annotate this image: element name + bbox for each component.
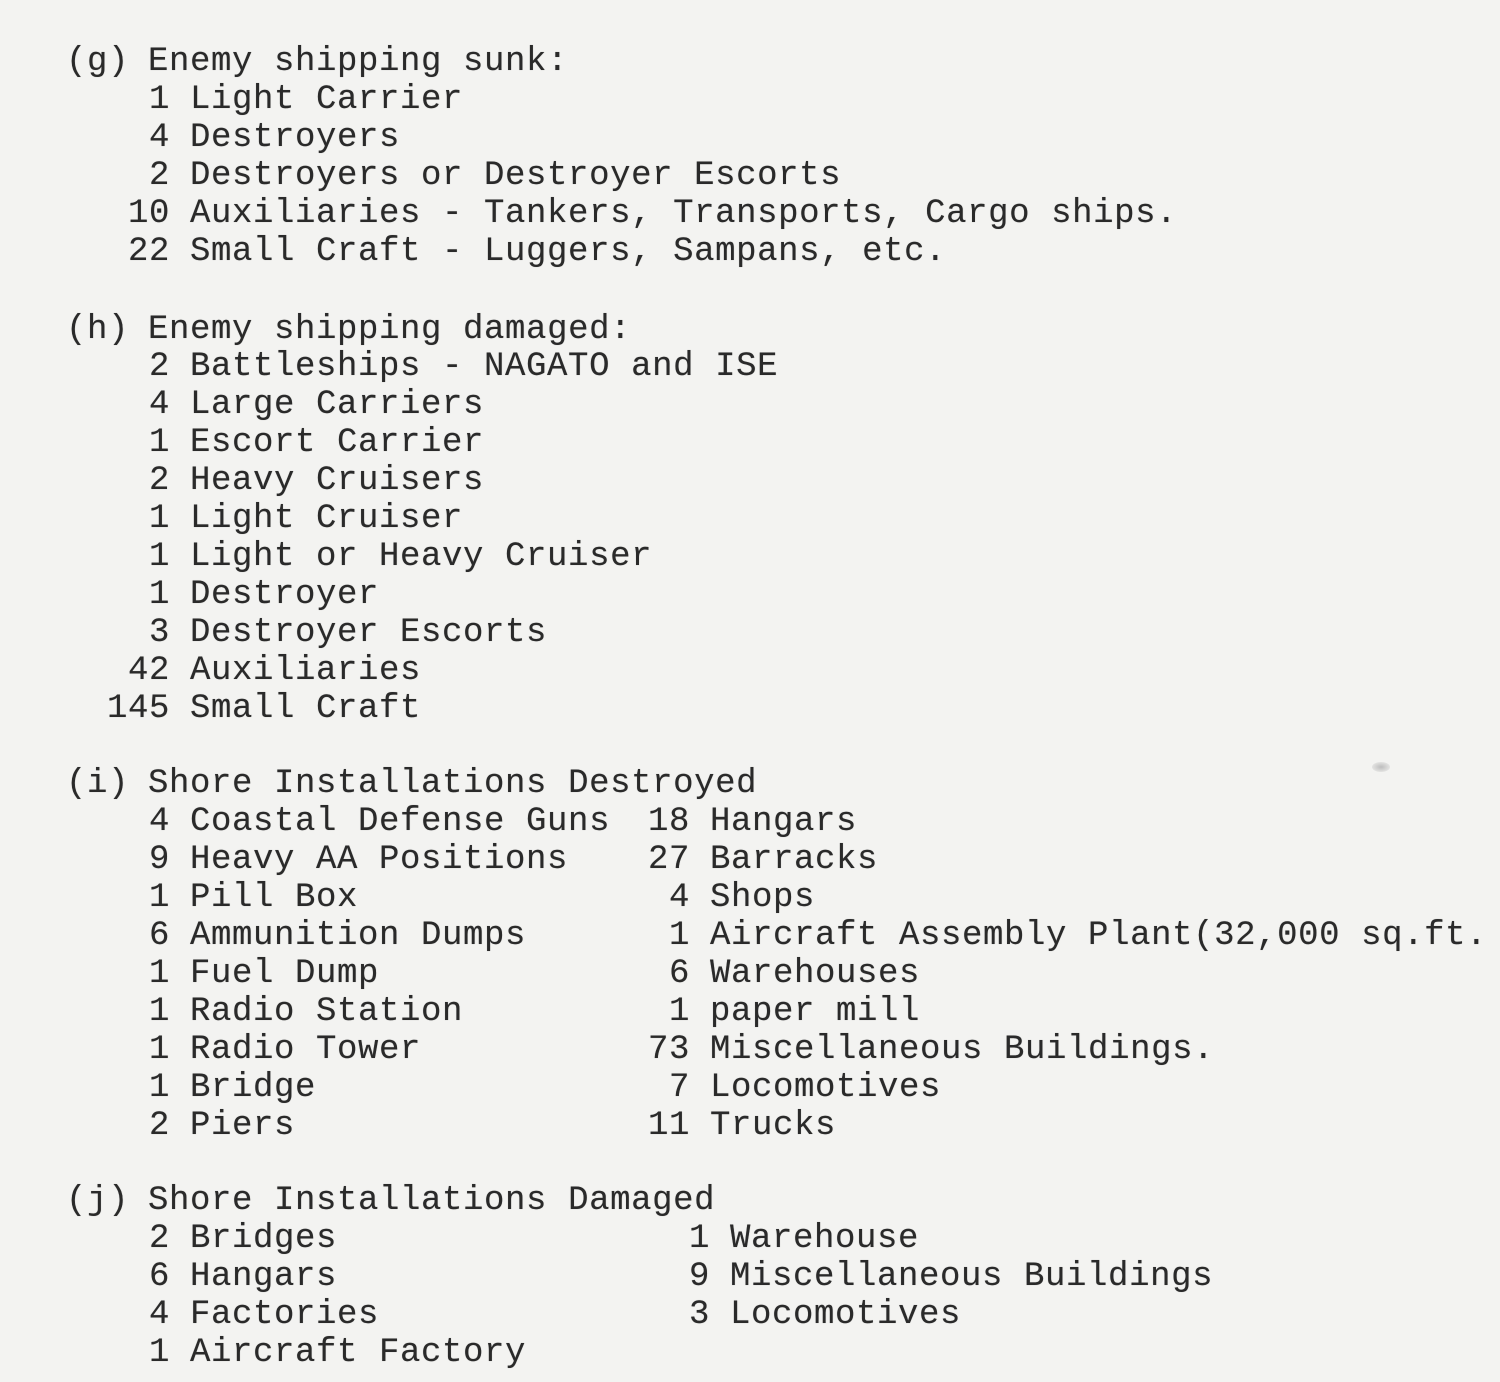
item-count: 1: [148, 576, 170, 614]
list-item: [92, 195, 1177, 233]
section-j-heading-line: [66, 1182, 715, 1220]
list-item: [92, 233, 946, 271]
section-h-heading: Enemy shipping damaged:: [148, 311, 632, 349]
item-count: 9: [688, 1258, 710, 1296]
item-text: Light Carrier: [190, 81, 464, 119]
item-count: 1: [148, 879, 170, 917]
item-count: 4: [668, 879, 690, 917]
item-count: 18: [647, 803, 690, 841]
list-item: [640, 993, 920, 1031]
item-text: Piers: [190, 1107, 296, 1145]
list-item: [92, 879, 358, 917]
item-text: Heavy Cruisers: [190, 462, 485, 500]
item-text: Warehouse: [730, 1220, 920, 1258]
item-count: 1: [148, 1334, 170, 1372]
item-count: 1: [148, 424, 170, 462]
item-count: 145: [106, 690, 170, 728]
item-text: Bridge: [190, 1069, 317, 1107]
item-count: 1: [148, 538, 170, 576]
section-j-label: (j): [66, 1182, 130, 1220]
list-item: [92, 1107, 295, 1145]
list-item: [92, 993, 463, 1031]
item-count: 1: [148, 1069, 170, 1107]
item-count: 2: [148, 462, 170, 500]
item-count: 10: [127, 195, 170, 233]
list-item: [92, 1069, 316, 1107]
item-text: Fuel Dump: [190, 955, 380, 993]
item-text: Destroyer Escorts: [190, 614, 548, 652]
list-item: [92, 1220, 337, 1258]
item-count: 6: [148, 1258, 170, 1296]
item-text: Locomotives: [710, 1069, 942, 1107]
list-item: [92, 119, 400, 157]
item-count: 2: [148, 1107, 170, 1145]
item-count: 3: [148, 614, 170, 652]
item-text: Small Craft - Luggers, Sampans, etc.: [190, 233, 947, 271]
item-count: 1: [668, 993, 690, 1031]
item-text: Destroyers: [190, 119, 401, 157]
list-item: [660, 1296, 961, 1334]
item-text: Destroyers or Destroyer Escorts: [190, 157, 842, 195]
item-count: 4: [148, 803, 170, 841]
item-text: Aircraft Factory: [190, 1334, 527, 1372]
item-text: Aircraft Assembly Plant(32,000 sq.ft.: [710, 917, 1488, 955]
list-item: [92, 1296, 379, 1334]
list-item: [92, 690, 421, 728]
list-item: [92, 955, 379, 993]
item-count: 22: [127, 233, 170, 271]
item-text: Light Cruiser: [190, 500, 464, 538]
list-item: [92, 841, 568, 879]
list-item: [640, 803, 857, 841]
item-text: Factories: [190, 1296, 380, 1334]
item-count: 6: [668, 955, 690, 993]
list-item: [92, 1031, 421, 1069]
list-item: [640, 955, 920, 993]
item-text: Small Craft: [190, 690, 422, 728]
list-item: [92, 576, 379, 614]
item-text: Pill Box: [190, 879, 359, 917]
item-count: 6: [148, 917, 170, 955]
item-text: Escort Carrier: [190, 424, 485, 462]
item-count: 1: [668, 917, 690, 955]
item-count: 2: [148, 1220, 170, 1258]
list-item: [92, 652, 421, 690]
list-item: [92, 538, 652, 576]
list-item: [92, 424, 484, 462]
item-text: Heavy AA Positions: [190, 841, 569, 879]
item-count: 1: [688, 1220, 710, 1258]
list-item: [92, 1258, 337, 1296]
item-count: 7: [668, 1069, 690, 1107]
item-text: Auxiliaries: [190, 652, 422, 690]
paper-speck: [1372, 762, 1390, 772]
item-count: 1: [148, 1031, 170, 1069]
item-text: Warehouses: [710, 955, 921, 993]
section-i-heading: Shore Installations Destroyed: [148, 765, 758, 803]
list-item: [92, 386, 484, 424]
item-count: 73: [647, 1031, 690, 1069]
item-count: 2: [148, 348, 170, 386]
list-item: [92, 462, 484, 500]
item-count: 4: [148, 119, 170, 157]
item-text: Destroyer: [190, 576, 380, 614]
section-i-heading-line: [66, 765, 757, 803]
list-item: [640, 841, 878, 879]
item-text: Ammunition Dumps: [190, 917, 527, 955]
item-text: Bridges: [190, 1220, 338, 1258]
item-text: Trucks: [710, 1107, 837, 1145]
section-g-heading-line: [66, 43, 568, 81]
item-text: Auxiliaries - Tankers, Transports, Cargo ships.: [190, 195, 1178, 233]
item-count: 1: [148, 81, 170, 119]
item-text: Miscellaneous Buildings.: [710, 1031, 1215, 1069]
item-text: Locomotives: [730, 1296, 962, 1334]
list-item: [640, 1069, 941, 1107]
list-item: [640, 1031, 1214, 1069]
item-text: Hangars: [710, 803, 858, 841]
list-item: [92, 157, 841, 195]
list-item: [92, 81, 463, 119]
item-text: Hangars: [190, 1258, 338, 1296]
section-g-label: (g): [66, 43, 130, 81]
list-item: [92, 1334, 526, 1372]
list-item: [640, 1107, 836, 1145]
section-i-label: (i): [66, 765, 130, 803]
item-text: Light or Heavy Cruiser: [190, 538, 653, 576]
item-text: Coastal Defense Guns: [190, 803, 611, 841]
list-item: [92, 500, 463, 538]
item-text: paper mill: [710, 993, 921, 1031]
item-count: 1: [148, 500, 170, 538]
item-count: 42: [127, 652, 170, 690]
section-j-heading: Shore Installations Damaged: [148, 1182, 716, 1220]
item-text: Miscellaneous Buildings: [730, 1258, 1214, 1296]
item-text: Large Carriers: [190, 386, 485, 424]
list-item: [660, 1220, 919, 1258]
item-count: 4: [148, 386, 170, 424]
item-count: 1: [148, 955, 170, 993]
section-h-heading-line: [66, 311, 631, 349]
list-item: [92, 917, 526, 955]
item-text: Barracks: [710, 841, 879, 879]
item-count: 9: [148, 841, 170, 879]
section-h-label: (h): [66, 311, 130, 349]
item-text: Battleships - NAGATO and ISE: [190, 348, 779, 386]
item-count: 2: [148, 157, 170, 195]
list-item: [92, 614, 547, 652]
item-text: Radio Tower: [190, 1031, 422, 1069]
item-count: 11: [647, 1107, 690, 1145]
item-count: 1: [148, 993, 170, 1031]
item-count: 3: [688, 1296, 710, 1334]
item-count: 27: [647, 841, 690, 879]
item-text: Shops: [710, 879, 816, 917]
list-item: [92, 803, 610, 841]
list-item: [640, 917, 1500, 955]
list-item: [92, 348, 778, 386]
section-g-heading: Enemy shipping sunk:: [148, 43, 569, 81]
list-item: [660, 1258, 1213, 1296]
item-count: 4: [148, 1296, 170, 1334]
item-text: Radio Station: [190, 993, 464, 1031]
list-item: [640, 879, 815, 917]
